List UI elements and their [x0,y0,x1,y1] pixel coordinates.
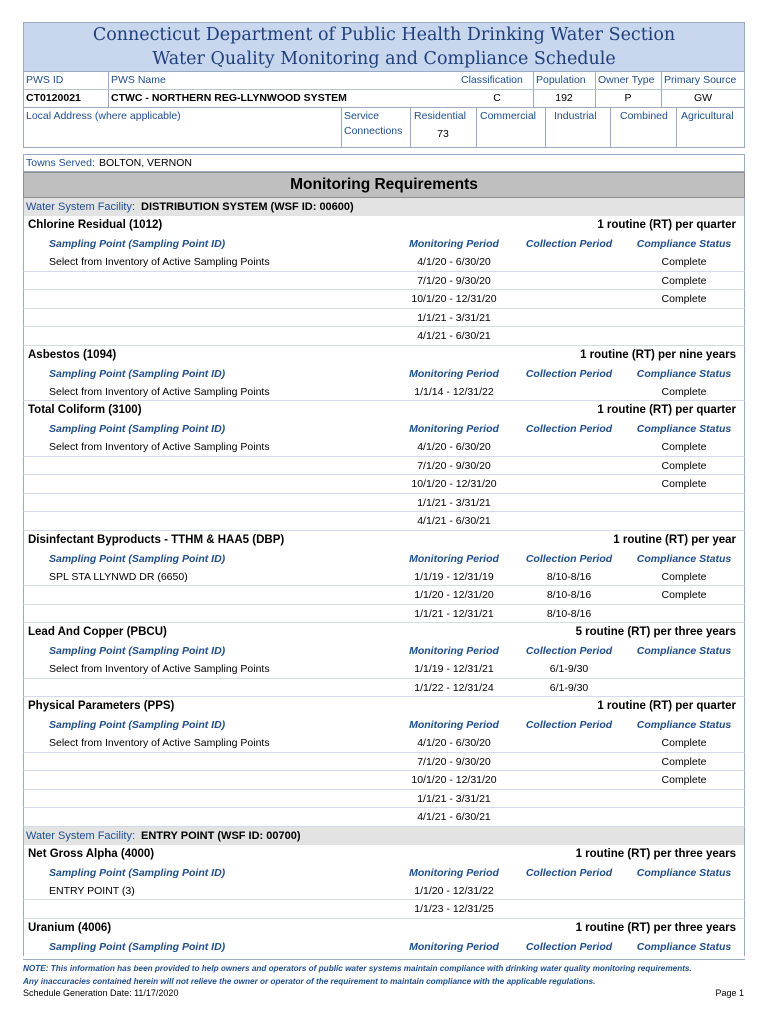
monitoring-period: 4/1/21 - 6/30/21 [417,811,491,823]
column-collection-period: Collection Period [525,719,613,731]
table-row [23,494,745,513]
service-connections-label-2: Connections [344,125,403,137]
table-row [23,753,745,772]
column-collection-period: Collection Period [525,238,613,250]
compliance-status: Complete [661,274,707,287]
disclaimer-line2: Any inaccuracies contained herein will not relieve the owner or operator of the requirement to maintain compliance with the applicable regulations. [23,977,596,986]
analyte-section-header [23,346,745,365]
monitoring-period: 1/1/21 - 12/31/21 [414,607,494,620]
column-sampling-point: Sampling Point (Sampling Point ID) [49,552,226,565]
monitoring-period: 4/1/21 - 6/30/21 [417,515,491,527]
column-collection-period: Collection Period [525,645,613,657]
commercial-label: Commercial [480,110,537,122]
column-sampling-point: Sampling Point (Sampling Point ID) [49,367,226,380]
table-row [23,808,745,827]
table-row [23,734,745,753]
pws-name: CTWC - NORTHERN REG-LLYNWOOD SYSTEM [111,92,347,104]
facility-name: ENTRY POINT (WSF ID: 00700) [141,829,301,842]
compliance-status: Complete [661,755,707,768]
monitoring-period: 7/1/20 - 9/30/20 [417,274,491,287]
table-row [23,327,745,346]
analyte-title: Physical Parameters (PPS) [28,700,175,712]
collection-period: 6/1-9/30 [549,663,589,675]
column-header-row [23,550,745,568]
facility-name: DISTRIBUTION SYSTEM (WSF ID: 00600) [141,201,354,213]
collection-period: 8/10-8/16 [546,607,592,620]
analyte-frequency: 1 routine (RT) per three years [575,847,736,860]
page-number: Page 1 [715,988,744,998]
analyte-title: Asbestos (1094) [28,348,117,361]
compliance-status: Complete [661,774,707,786]
column-header-row [23,938,745,956]
industrial-label: Industrial [554,110,597,122]
monitoring-period: 1/1/20 - 12/31/20 [414,589,494,601]
monitoring-period: 1/1/21 - 3/31/21 [417,311,491,324]
analyte-frequency: 1 routine (RT) per quarter [597,700,736,712]
table-row [23,475,745,494]
analyte-frequency: 1 routine (RT) per quarter [597,219,736,231]
column-compliance-status: Compliance Status [636,645,732,657]
column-monitoring-period: Monitoring Period [409,940,499,953]
monitoring-period: 1/1/21 - 3/31/21 [417,792,491,805]
disclaimer-note [23,959,745,988]
table-row [23,586,745,605]
table-row [23,882,745,901]
disclaimer-line1: NOTE: This information has been provided to help owners and operators of public water systems maintain compliance with drinking water quality monitoring requirements. [23,964,692,973]
table-row [23,790,745,809]
sampling-point: Select from Inventory of Active Sampling Points [49,256,270,268]
column-collection-period: Collection Period [525,940,613,953]
column-collection-period: Collection Period [525,367,613,380]
column-compliance-status: Compliance Status [636,367,732,380]
monitoring-period: 1/1/21 - 3/31/21 [417,496,491,509]
sampling-point: ENTRY POINT (3) [49,884,135,897]
analyte-section-header [23,697,745,716]
monitoring-period: 4/1/20 - 6/30/20 [417,441,491,453]
owner-type-value: P [624,92,632,104]
column-header-row [23,365,745,383]
towns-served-row [23,154,745,172]
table-row [23,309,745,328]
document-header [23,22,745,72]
compliance-status: Complete [661,385,707,398]
agricultural-label: Agricultural [681,110,734,122]
column-sampling-point: Sampling Point (Sampling Point ID) [49,940,226,953]
analyte-section-header [23,216,745,235]
monitoring-period: 7/1/20 - 9/30/20 [417,459,491,472]
analyte-section-header [23,531,745,550]
table-row [23,512,745,531]
compliance-status: Complete [661,256,707,268]
table-row [23,568,745,587]
column-compliance-status: Compliance Status [636,940,732,953]
column-sampling-point: Sampling Point (Sampling Point ID) [49,866,226,879]
sampling-point: Select from Inventory of Active Sampling Points [49,737,270,749]
population-value: 192 [555,92,573,104]
monitoring-requirements-header: Monitoring Requirements [23,172,745,198]
primary-source-label: Primary Source [664,74,737,86]
analyte-title: Net Gross Alpha (4000) [28,847,155,860]
towns-served-value: BOLTON, VERNON [99,157,192,169]
column-compliance-status: Compliance Status [636,423,732,435]
column-compliance-status: Compliance Status [636,238,732,250]
column-header-row [23,864,745,882]
sampling-point: Select from Inventory of Active Sampling Points [49,663,270,675]
schedule-page [23,22,745,956]
column-monitoring-period: Monitoring Period [409,866,499,879]
column-header-row [23,716,745,734]
column-compliance-status: Compliance Status [636,719,732,731]
monitoring-period: 1/1/19 - 12/31/21 [414,663,494,675]
analyte-frequency: 1 routine (RT) per three years [575,921,736,934]
collection-period: 6/1-9/30 [549,681,589,694]
column-header-row [23,420,745,438]
monitoring-period: 1/1/20 - 12/31/22 [414,884,494,897]
column-monitoring-period: Monitoring Period [409,645,499,657]
compliance-status: Complete [661,441,707,453]
column-sampling-point: Sampling Point (Sampling Point ID) [49,238,226,250]
compliance-status: Complete [661,589,707,601]
column-header-row [23,642,745,660]
compliance-status: Complete [661,478,707,490]
column-collection-period: Collection Period [525,423,613,435]
monitoring-period: 10/1/20 - 12/31/20 [411,774,497,786]
analyte-frequency: 1 routine (RT) per nine years [580,348,736,361]
header-title-line1: Connecticut Department of Public Health Drinking Water Section [92,25,676,45]
monitoring-period: 1/1/22 - 12/31/24 [414,681,494,694]
table-row [23,383,745,402]
column-collection-period: Collection Period [525,866,613,879]
pws-id: CT0120021 [26,92,81,104]
analyte-title: Lead And Copper (PBCU) [28,626,167,638]
collection-period: 8/10-8/16 [546,589,592,601]
classification-value: C [493,92,501,104]
column-monitoring-period: Monitoring Period [409,367,499,380]
monitoring-period: 4/1/20 - 6/30/20 [417,737,491,749]
local-address-label: Local Address (where applicable) [26,110,181,122]
monitoring-period: 7/1/20 - 9/30/20 [417,755,491,768]
analyte-section-header [23,401,745,420]
facility-list [23,198,745,956]
classification-label: Classification [461,74,523,86]
monitoring-period: 1/1/23 - 12/31/25 [414,903,494,915]
combined-label: Combined [620,110,668,122]
column-compliance-status: Compliance Status [636,552,732,565]
address-connections-row [23,108,745,148]
column-monitoring-period: Monitoring Period [409,423,499,435]
service-connections-label-1: Service [344,110,380,122]
analyte-section-header [23,623,745,642]
monitoring-period: 10/1/20 - 12/31/20 [411,478,497,490]
population-label: Population [536,74,586,86]
collection-period: 8/10-8/16 [546,570,592,583]
table-row [23,253,745,272]
towns-served-label: Towns Served: [26,157,95,169]
column-monitoring-period: Monitoring Period [409,719,499,731]
analyte-frequency: 5 routine (RT) per three years [575,626,736,638]
pws-id-label: PWS ID [26,74,64,86]
monitoring-period: 4/1/20 - 6/30/20 [417,256,491,268]
monitoring-period: 1/1/14 - 12/31/22 [414,385,494,398]
monitoring-period: 4/1/21 - 6/30/21 [417,330,491,342]
column-compliance-status: Compliance Status [636,866,732,879]
column-collection-period: Collection Period [525,552,613,565]
facility-header [23,827,745,845]
compliance-status: Complete [661,737,707,749]
facility-label: Water System Facility: [26,201,135,213]
analyte-frequency: 1 routine (RT) per quarter [597,404,736,416]
system-info-labels-row [23,72,745,90]
compliance-status: Complete [661,570,707,583]
analyte-section-header [23,845,745,864]
owner-type-label: Owner Type [598,74,655,86]
schedule-generation-date: Schedule Generation Date: 11/17/2020 [23,988,179,998]
table-row [23,457,745,476]
compliance-status: Complete [661,459,707,472]
table-row [23,679,745,698]
analyte-title: Chlorine Residual (1012) [28,219,163,231]
compliance-status: Complete [661,293,707,305]
column-sampling-point: Sampling Point (Sampling Point ID) [49,645,226,657]
column-sampling-point: Sampling Point (Sampling Point ID) [49,423,226,435]
analyte-title: Uranium (4006) [28,921,112,934]
table-row [23,438,745,457]
header-title-line2: Water Quality Monitoring and Compliance Schedule [152,49,616,69]
analyte-title: Total Coliform (3100) [28,404,142,416]
pws-name-label: PWS Name [111,74,166,86]
sampling-point: Select from Inventory of Active Sampling Points [49,441,270,453]
analyte-title: Disinfectant Byproducts - TTHM & HAA5 (DBP) [28,533,285,546]
analyte-section-header [23,919,745,938]
analyte-frequency: 1 routine (RT) per year [613,533,736,546]
table-row [23,771,745,790]
sampling-point: SPL STA LLYNWD DR (6650) [49,570,188,583]
monitoring-period: 10/1/20 - 12/31/20 [411,293,497,305]
column-monitoring-period: Monitoring Period [409,552,499,565]
facility-label: Water System Facility: [26,829,135,842]
column-monitoring-period: Monitoring Period [409,238,499,250]
sampling-point: Select from Inventory of Active Sampling Points [49,385,270,398]
table-row [23,272,745,291]
column-header-row [23,235,745,253]
primary-source-value: GW [693,92,713,104]
table-row [23,605,745,624]
residential-value: 73 [437,128,449,140]
facility-header [23,198,745,216]
residential-label: Residential [414,110,466,122]
column-sampling-point: Sampling Point (Sampling Point ID) [49,719,226,731]
table-row [23,290,745,309]
table-row [23,900,745,919]
system-info-values-row [23,90,745,108]
table-row [23,660,745,679]
monitoring-period: 1/1/19 - 12/31/19 [414,570,494,583]
